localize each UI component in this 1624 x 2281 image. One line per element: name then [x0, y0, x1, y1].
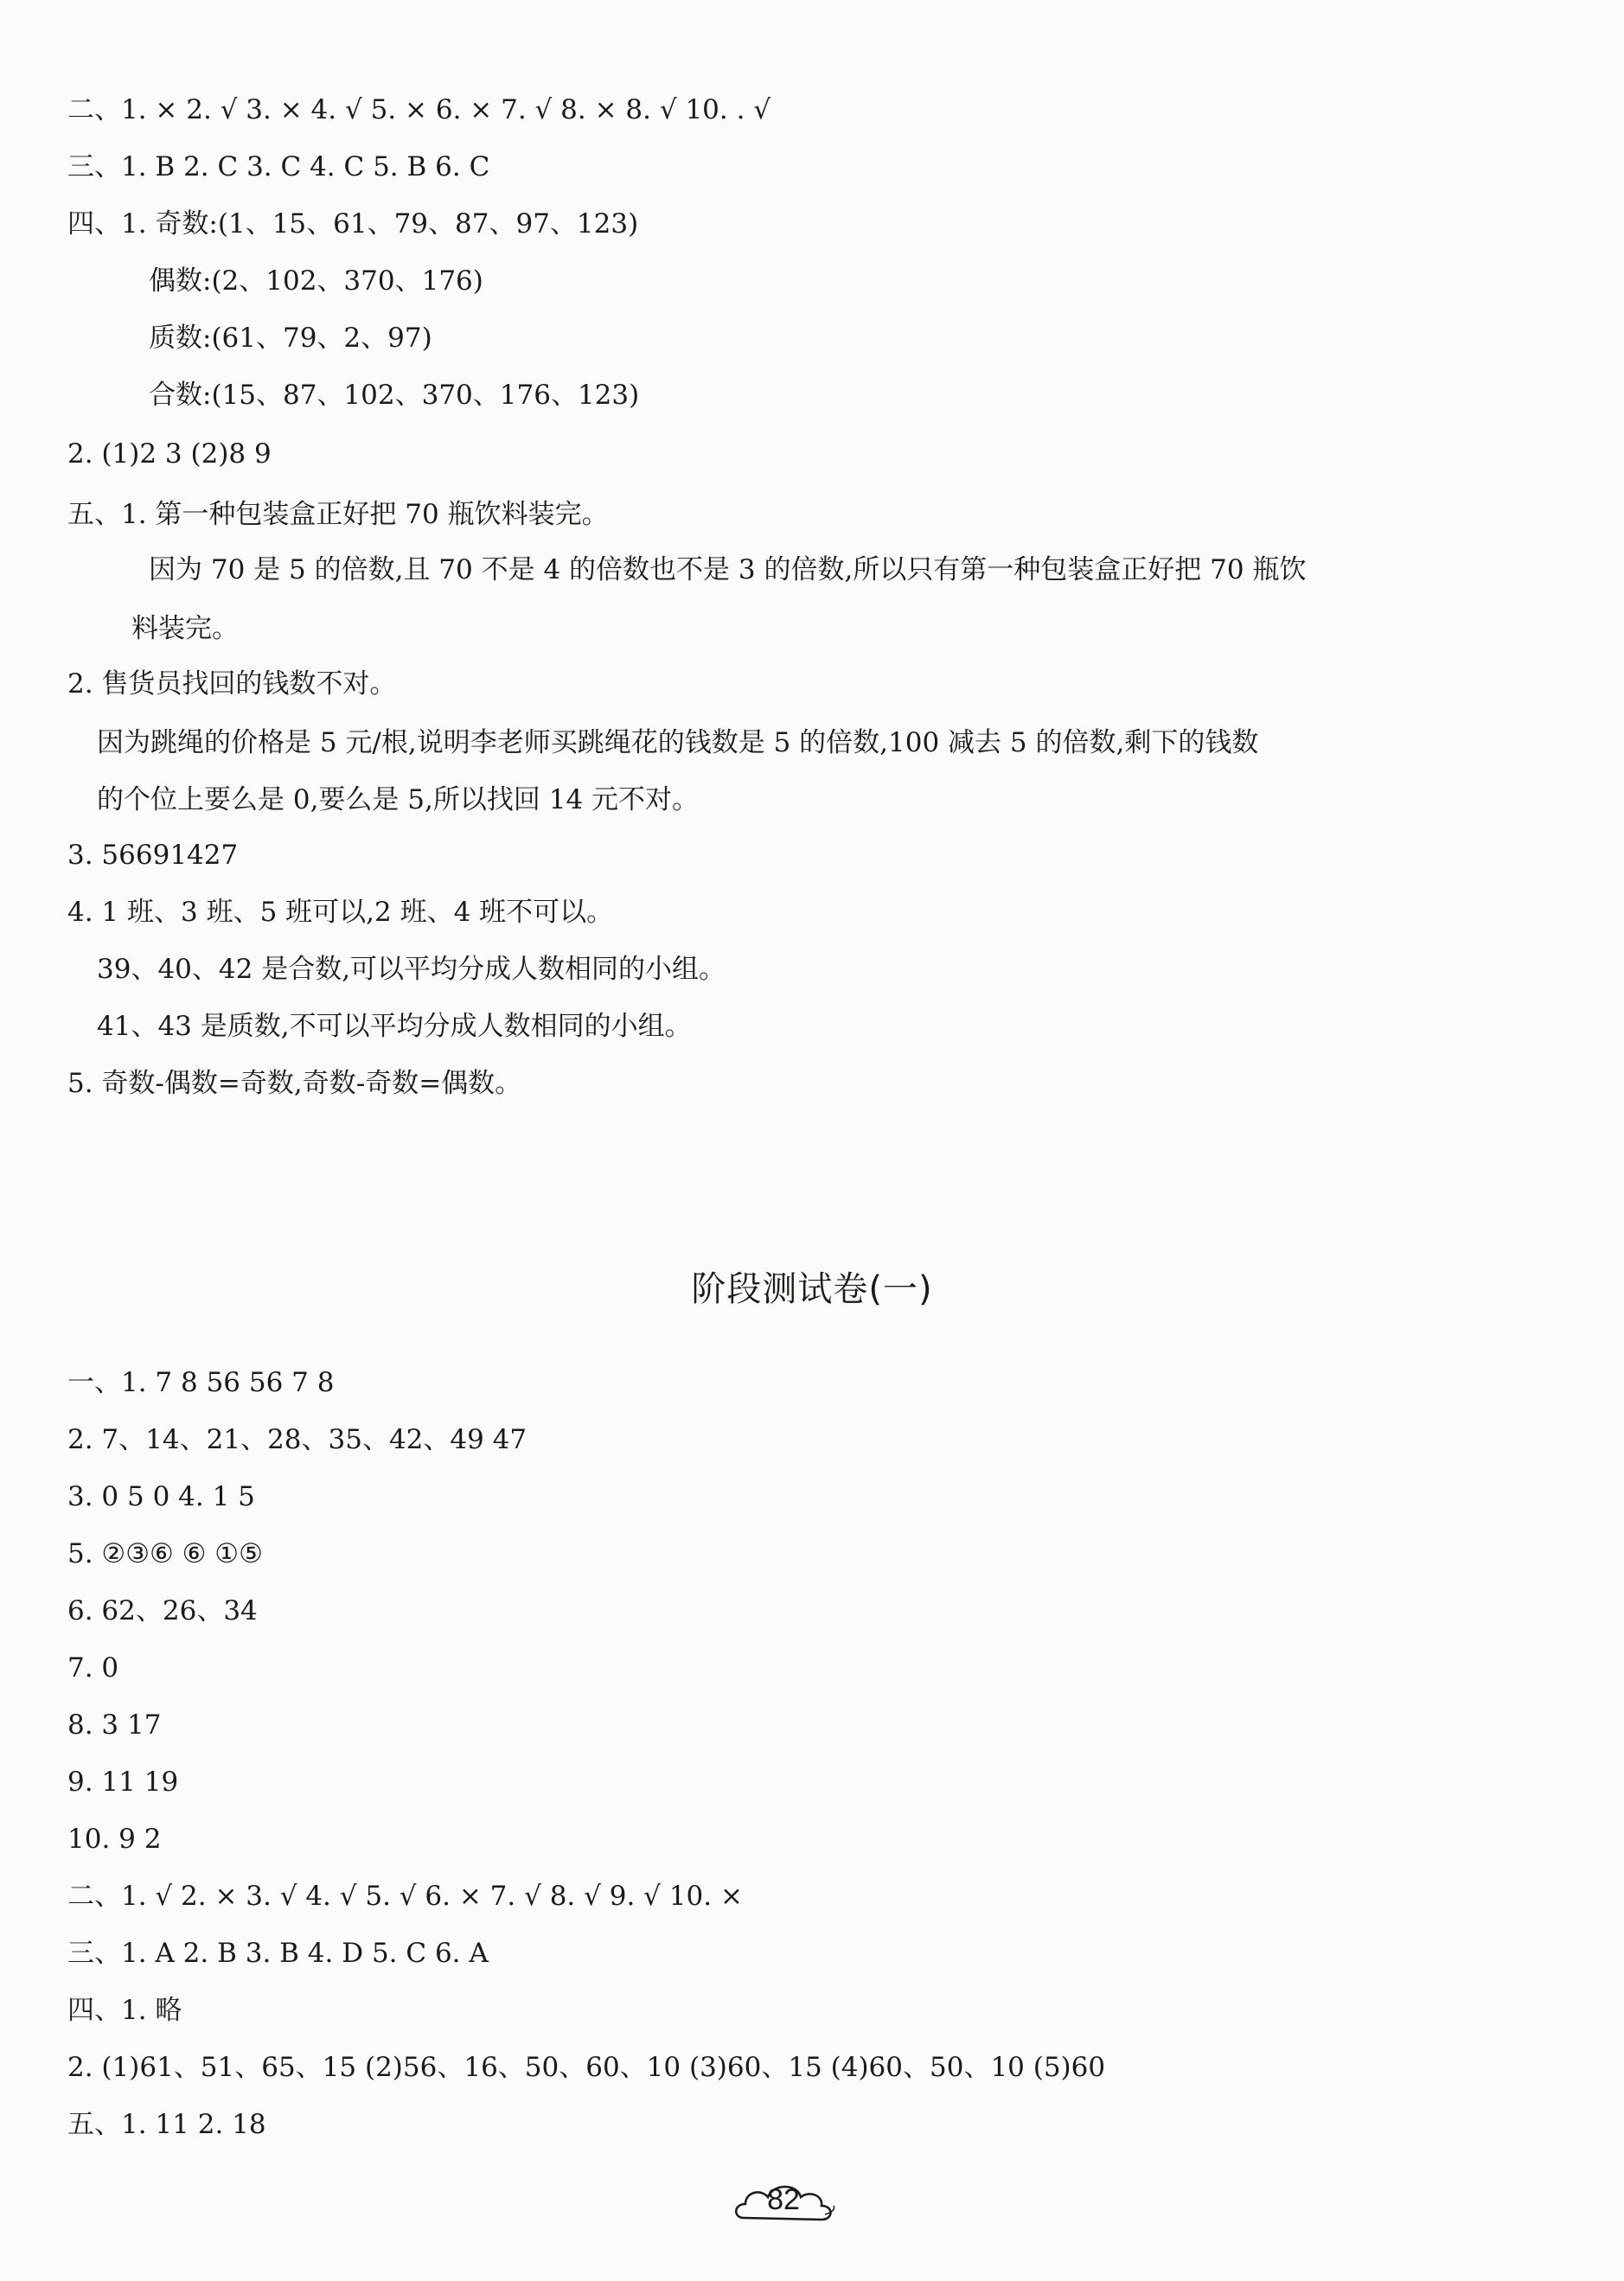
page-number: 82	[767, 2183, 800, 2216]
multiple-choice-answers: 三、1. B 2. C 3. C 4. C 5. B 6. C	[67, 151, 490, 182]
q5-3-answer: 3. 56691427	[67, 840, 239, 871]
odd-numbers-line: 四、1. 奇数:(1、15、61、79、87、97、123)	[67, 208, 639, 240]
section3-multiple-choice: 三、1. A 2. B 3. B 4. D 5. C 6. A	[67, 1938, 489, 1969]
fill-blank-q7: 7. 0	[67, 1652, 119, 1684]
section4-q1: 四、1. 略	[67, 1995, 182, 2026]
fill-blank-q8: 8. 3 17	[67, 1709, 162, 1741]
q4-2-answer: 2. (1)2 3 (2)8 9	[67, 438, 272, 470]
section2-true-false: 二、1. √ 2. × 3. √ 4. √ 5. √ 6. × 7. √ 8. √ 9. √ 10. ×	[67, 1881, 743, 1912]
fill-blank-q6: 6. 62、26、34	[67, 1595, 258, 1626]
q5-4-prime-note: 41、43 是质数,不可以平均分成人数相同的小组。	[97, 1011, 692, 1042]
fill-blank-q9: 9. 11 19	[67, 1767, 179, 1798]
q5-2-reason-a: 因为跳绳的价格是 5 元/根,说明李老师买跳绳花的钱数是 5 的倍数,100 减去 5 的倍数,剩下的钱数	[97, 727, 1259, 758]
fill-blank-q10: 10. 9 2	[67, 1824, 162, 1855]
fill-blank-q3-q4: 3. 0 5 0 4. 1 5	[67, 1481, 255, 1512]
q5-1-reason-b: 料装完。	[131, 613, 239, 644]
q5-2-reason-b: 的个位上要么是 0,要么是 5,所以找回 14 元不对。	[97, 784, 700, 815]
section-title: 阶段测试卷(一)	[691, 1269, 933, 1309]
prime-numbers-line: 质数:(61、79、2、97)	[149, 323, 432, 354]
q5-1-reason-a: 因为 70 是 5 的倍数,且 70 不是 4 的倍数也不是 3 的倍数,所以只有第一种包装盒正好把 70 瓶饮	[149, 554, 1307, 585]
q5-2-answer: 2. 售货员找回的钱数不对。	[67, 668, 397, 700]
composite-numbers-line: 合数:(15、87、102、370、176、123)	[149, 380, 640, 411]
q5-4-composite-note: 39、40、42 是合数,可以平均分成人数相同的小组。	[97, 954, 726, 985]
q5-5-answer: 5. 奇数-偶数=奇数,奇数-奇数=偶数。	[67, 1068, 522, 1099]
fill-blank-q5: 5. ②③⑥ ⑥ ①⑤	[67, 1538, 263, 1569]
q5-1-answer: 五、1. 第一种包装盒正好把 70 瓶饮料装完。	[67, 499, 609, 530]
fill-blank-q1: 一、1. 7 8 56 56 7 8	[67, 1367, 335, 1398]
fill-blank-q2: 2. 7、14、21、28、35、42、49 47	[67, 1424, 527, 1455]
true-false-answers: 二、1. × 2. √ 3. × 4. √ 5. × 6. × 7. √ 8. × 8. √ 10. . √	[67, 94, 771, 125]
page-number-badge	[732, 2175, 835, 2230]
q5-4-answer: 4. 1 班、3 班、5 班可以,2 班、4 班不可以。	[67, 897, 614, 928]
section4-q2: 2. (1)61、51、65、15 (2)56、16、50、60、10 (3)60、15 (4)60、50、10 (5)60	[67, 2052, 1106, 2083]
section5-answers: 五、1. 11 2. 18	[67, 2109, 266, 2140]
even-numbers-line: 偶数:(2、102、370、176)	[149, 265, 483, 297]
